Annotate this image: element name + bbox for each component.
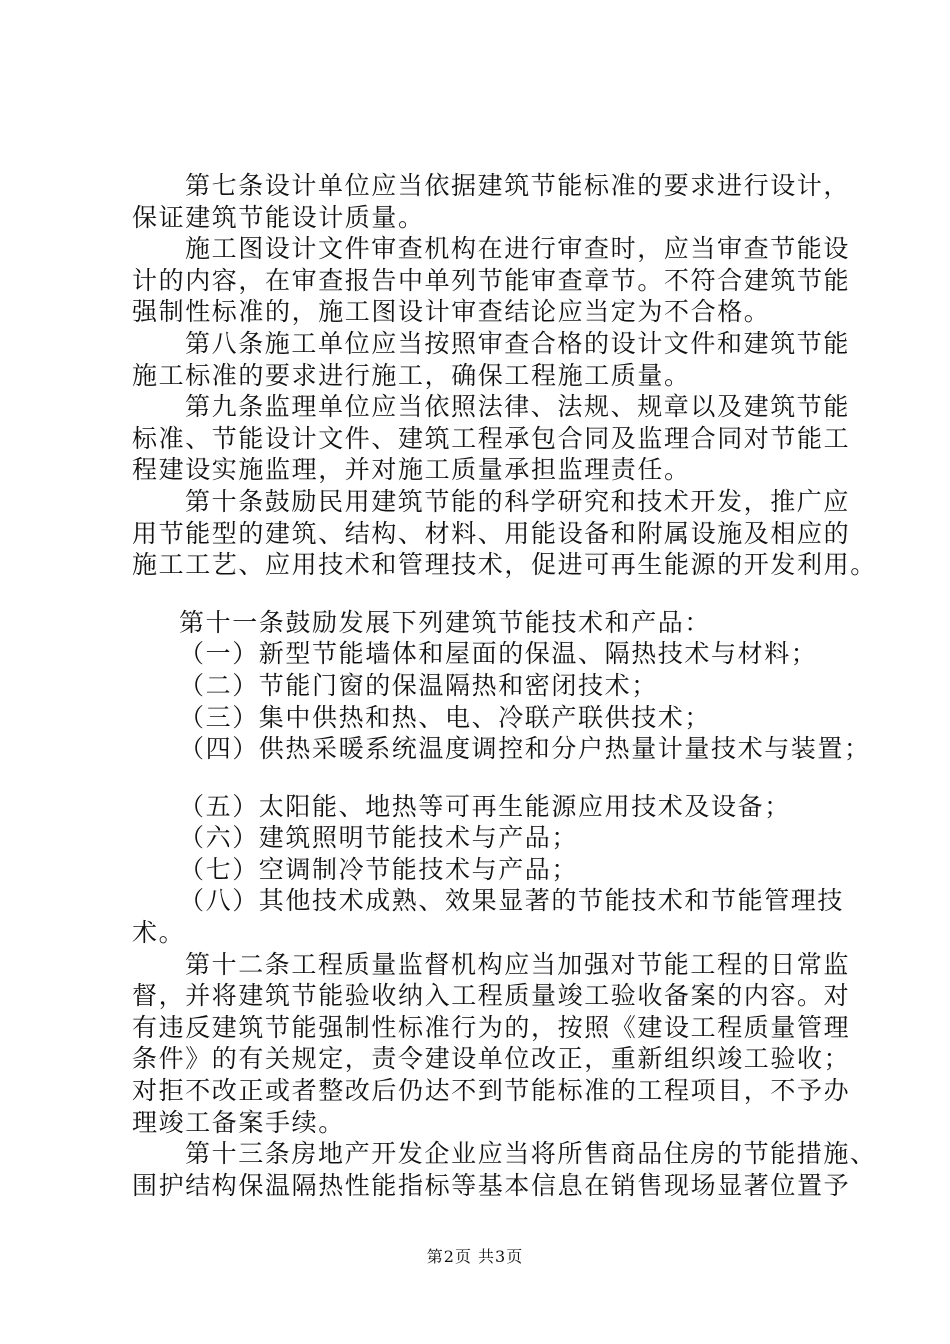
paragraph-line: 有违反建筑节能强制性标准行为的，按照《建设工程质量管理: [132, 1012, 851, 1042]
list-item: （四）供热采暖系统温度调控和分户热量计量技术与装置；: [179, 734, 871, 764]
paragraph-line: 理竣工备案手续。: [132, 1107, 345, 1137]
paragraph-line: 围护结构保温隔热性能指标等基本信息在销售现场显著位置予: [132, 1170, 851, 1200]
paragraph-line: 施工图设计文件审查机构在进行审查时，应当审查节能设: [185, 234, 851, 264]
paragraph-line: 条件》的有关规定，责令建设单位改正，重新组织竣工验收；: [132, 1044, 851, 1074]
paragraph-line: 标准、节能设计文件、建筑工程承包合同及监理合同对节能工: [132, 423, 851, 453]
list-item: （五）太阳能、地热等可再生能源应用技术及设备；: [179, 791, 791, 821]
page-footer: 第2页 共3页: [426, 1247, 524, 1266]
paragraph-line: 第八条施工单位应当按照审查合格的设计文件和建筑节能: [185, 328, 851, 358]
paragraph-line: 第七条设计单位应当依据建筑节能标准的要求进行设计，: [185, 171, 851, 200]
paragraph-line: 用节能型的建筑、结构、材料、用能设备和附属设施及相应的: [132, 518, 851, 548]
paragraph-line: 计的内容，在审查报告中单列节能审查章节。不符合建筑节能: [132, 265, 851, 295]
paragraph-line: 第十三条房地产开发企业应当将所售商品住房的节能措施、: [185, 1139, 877, 1169]
paragraph-line: 第十条鼓励民用建筑节能的科学研究和技术开发，推广应: [185, 486, 851, 516]
document-body: [132, 170, 877, 1201]
paragraph-line: 施工工艺、应用技术和管理技术，促进可再生能源的开发利用。: [132, 550, 877, 580]
paragraph-line: 第十一条鼓励发展下列建筑节能技术和产品：: [179, 607, 712, 637]
list-item: （七）空调制冷节能技术与产品；: [179, 854, 579, 884]
paragraph-line: 施工标准的要求进行施工，确保工程施工质量。: [132, 360, 691, 390]
paragraph-line: 强制性标准的，施工图设计审查结论应当定为不合格。: [132, 297, 771, 327]
paragraph-spacer: [132, 581, 832, 607]
paragraph-spacer: [132, 765, 832, 791]
paragraph-line: 督，并将建筑节能验收纳入工程质量竣工验收备案的内容。对: [132, 981, 851, 1011]
paragraph-line: 程建设实施监理，并对施工质量承担监理责任。: [132, 455, 691, 485]
paragraph-line: 第十二条工程质量监督机构应当加强对节能工程的日常监: [185, 949, 851, 979]
paragraph-line: 对拒不改正或者整改后仍达不到节能标准的工程项目，不予办: [132, 1076, 851, 1106]
list-item: （八）其他技术成熟、效果显著的节能技术和节能管理技: [179, 886, 845, 916]
list-item: （六）建筑照明节能技术与产品；: [179, 823, 579, 853]
list-item: （三）集中供热和热、电、冷联产联供技术；: [179, 702, 712, 732]
list-item: （二）节能门窗的保温隔热和密闭技术；: [179, 670, 658, 700]
list-item: 术。: [132, 918, 186, 948]
paragraph-line: 保证建筑节能设计质量。: [132, 202, 425, 232]
paragraph-line: 第九条监理单位应当依照法律、法规、规章以及建筑节能: [185, 392, 851, 422]
list-item: （一）新型节能墙体和屋面的保温、隔热技术与材料；: [179, 639, 818, 669]
